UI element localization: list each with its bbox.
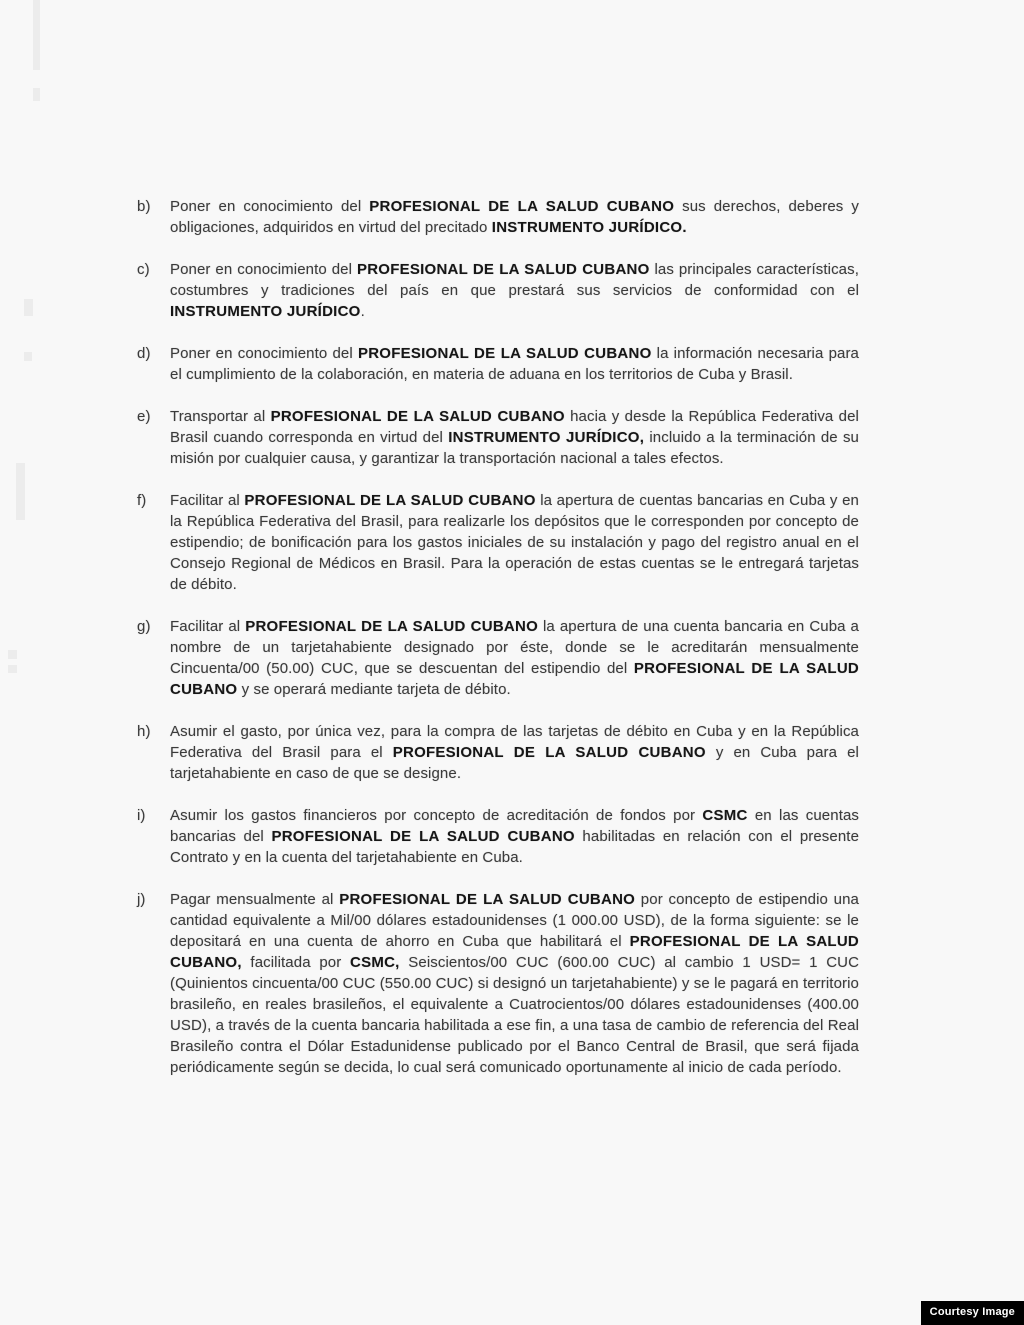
list-item: [137, 616, 859, 700]
scan-artifact: [8, 650, 17, 659]
list-item: [137, 196, 859, 238]
courtesy-image-watermark: Courtesy Image: [921, 1301, 1024, 1325]
item-marker: d): [137, 345, 151, 362]
scan-artifact: [24, 352, 32, 361]
scan-artifact: [16, 463, 25, 520]
item-marker: e): [137, 408, 151, 425]
item-text: Facilitar al PROFESIONAL DE LA SALUD CUBANO la apertura de cuentas bancarias en Cuba y en la República Federativa del Brasil, para realizarle los depósitos que le corresponden por concepto de estipendio; de bonificación para los gastos iniciales de su instalación y pago del registro anual en el Consejo Regional de Médicos en Brasil. Para la operación de estas cuentas se le entregará tarjetas de débito.: [170, 492, 859, 593]
item-text: Transportar al PROFESIONAL DE LA SALUD CUBANO hacia y desde la República Federativa del Brasil cuando corresponda en virtud del INSTRUMENTO JURÍDICO, incluido a la terminación de su misión por cualquier causa, y garantizar la transportación nacional a tales efectos.: [170, 408, 859, 467]
list-item: [137, 490, 859, 595]
item-marker: c): [137, 261, 150, 278]
item-text: Asumir el gasto, por única vez, para la compra de las tarjetas de débito en Cuba y en la República Federativa del Brasil para el PROFESIONAL DE LA SALUD CUBANO y en Cuba para el tarjetahabiente en caso de que se designe.: [170, 723, 859, 782]
item-marker: i): [137, 807, 146, 824]
item-text: Facilitar al PROFESIONAL DE LA SALUD CUBANO la apertura de una cuenta bancaria en Cuba a nombre de un tarjetahabiente designado por éste, donde se le acreditarán mensualmente Cincuenta/00 (50.00) CUC, que se descuentan del estipendio del PROFESIONAL DE LA SALUD CUBANO y se operará mediante tarjeta de débito.: [170, 618, 860, 698]
item-text: Pagar mensualmente al PROFESIONAL DE LA SALUD CUBANO por concepto de estipendio una cantidad equivalente a Mil/00 dólares estadounidenses (1 000.00 USD), de la forma siguiente: se le depositará en una cuenta de ahorro en Cuba que habilitará el PROFESIONAL DE LA SALUD CUBANO, facilitada por CSMC, Seiscientos/00 CUC (600.00 CUC) al cambio 1 USD= 1 CUC (Quinientos cincuenta/00 CUC (550.00 CUC) si designó un tarjetahabiente) y se le pagará en territorio brasileño, en reales brasileños, el equivalente a Cuatrocientos/00 dólares estadounidenses (400.00 USD), a través de la cuenta bancaria habilitada a ese fin, a una tasa de cambio de referencia del Real Brasileño contra el Dólar Estadunidense publicado por el Banco Central de Brasil, que será fijada periódicamente según se decida, lo cual será comunicado oportunamente al inicio de cada período.: [170, 891, 860, 1076]
list-item: [137, 343, 859, 385]
scan-artifact: [8, 665, 17, 673]
item-text: Poner en conocimiento del PROFESIONAL DE LA SALUD CUBANO sus derechos, deberes y obligaciones, adquiridos en virtud del precitado INSTRUMENTO JURÍDICO.: [170, 198, 859, 236]
item-marker: f): [137, 492, 147, 509]
scan-artifact: [24, 299, 33, 316]
item-text: Asumir los gastos financieros por concepto de acreditación de fondos por CSMC en las cuentas bancarias del PROFESIONAL DE LA SALUD CUBANO habilitadas en relación con el presente Contrato y en la cuenta del tarjetahabiente en Cuba.: [170, 807, 860, 866]
list-item: [137, 406, 859, 469]
item-marker: g): [137, 618, 151, 635]
item-marker: j): [137, 891, 146, 908]
list-item: [137, 805, 859, 868]
document-body: [137, 196, 859, 1099]
list-item: [137, 259, 859, 322]
scan-artifact: [33, 0, 40, 70]
item-text: Poner en conocimiento del PROFESIONAL DE LA SALUD CUBANO la información necesaria para el cumplimiento de la colaboración, en materia de aduana en los territorios de Cuba y Brasil.: [170, 345, 859, 383]
list-item: [137, 721, 859, 784]
list-item: [137, 889, 859, 1078]
item-marker: b): [137, 198, 151, 215]
item-marker: h): [137, 723, 151, 740]
item-text: Poner en conocimiento del PROFESIONAL DE LA SALUD CUBANO las principales características, costumbres y tradiciones del país en que prestará sus servicios de conformidad con el INSTRUMENTO JURÍDICO.: [170, 261, 859, 320]
scan-artifact: [33, 88, 40, 101]
